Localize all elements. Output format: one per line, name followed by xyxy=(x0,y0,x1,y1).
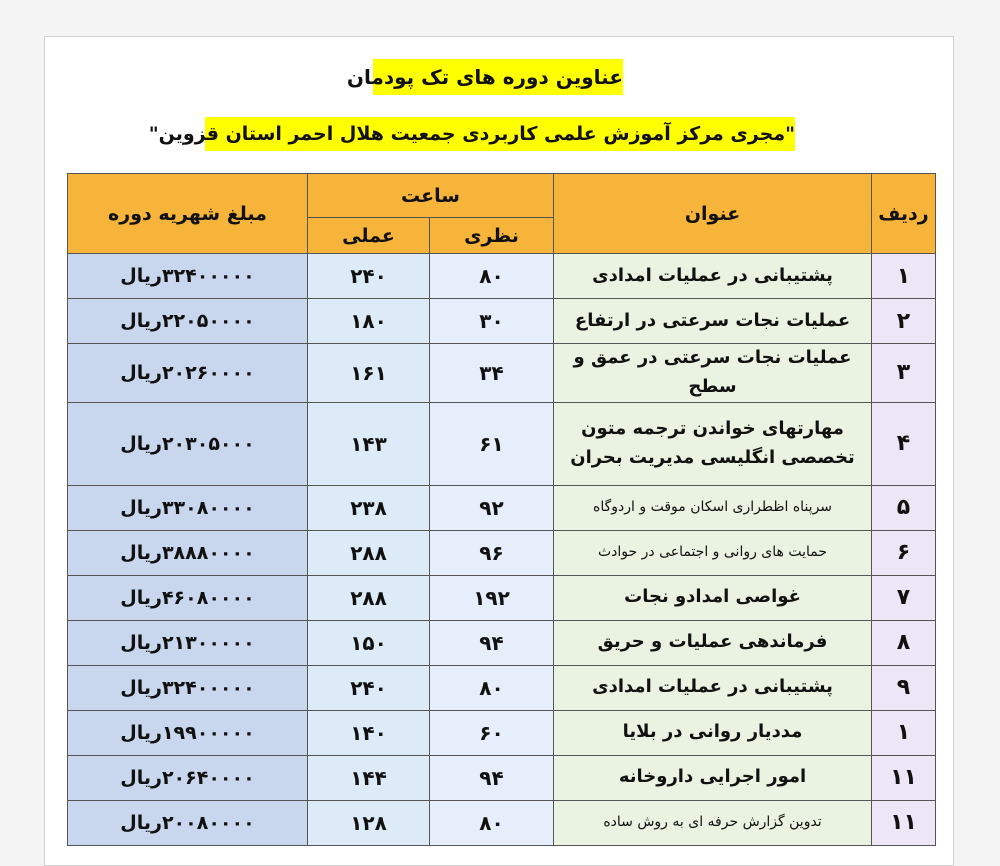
cell-radif: ۵ xyxy=(872,485,936,530)
table-row xyxy=(68,755,936,800)
cell-onvan: امور اجرایی داروخانه xyxy=(554,755,872,800)
table-row xyxy=(68,254,936,299)
table-row xyxy=(68,485,936,530)
header-saat: ساعت xyxy=(308,174,554,218)
cell-radif: ۳ xyxy=(872,344,936,403)
document-subtitle: "مجری مرکز آموزش علمی کاربردی جمعیت هلال احمر استان قزوین" xyxy=(205,117,795,151)
cell-onvan: پشتیبانی در عملیات امدادی xyxy=(554,665,872,710)
header-nazari: نظری xyxy=(430,218,554,254)
table-row xyxy=(68,402,936,485)
cell-onvan: مددیار روانی در بلایا xyxy=(554,710,872,755)
table-row xyxy=(68,530,936,575)
table-row xyxy=(68,710,936,755)
cell-onvan: عملیات نجات سرعتی در ارتفاع xyxy=(554,299,872,344)
cell-amali: ۱۶۱ xyxy=(308,344,430,403)
cell-nazari: ۸۰ xyxy=(430,665,554,710)
cell-nazari: ۹۴ xyxy=(430,620,554,665)
cell-radif: ۱ xyxy=(872,254,936,299)
cell-mablagh: ۲۱۳۰۰۰۰۰ریال xyxy=(68,620,308,665)
cell-mablagh: ۳۸۸۸۰۰۰۰ریال xyxy=(68,530,308,575)
cell-radif: ۶ xyxy=(872,530,936,575)
cell-amali: ۱۴۴ xyxy=(308,755,430,800)
document-title: عناوین دوره های تک پودمان xyxy=(373,59,623,95)
cell-amali: ۱۲۸ xyxy=(308,800,430,845)
header-radif: ردیف xyxy=(872,174,936,254)
cell-mablagh: ۲۲۰۵۰۰۰۰ریال xyxy=(68,299,308,344)
cell-nazari: ۶۰ xyxy=(430,710,554,755)
document-page xyxy=(44,36,954,866)
cell-amali: ۲۸۸ xyxy=(308,530,430,575)
cell-radif: ۱۱ xyxy=(872,755,936,800)
cell-mablagh: ۳۲۴۰۰۰۰۰ریال xyxy=(68,254,308,299)
cell-onvan: حمایت های روانی و اجتماعی در حوادث xyxy=(554,530,872,575)
cell-radif: ۹ xyxy=(872,665,936,710)
cell-mablagh: ۴۶۰۸۰۰۰۰ریال xyxy=(68,575,308,620)
cell-amali: ۲۳۸ xyxy=(308,485,430,530)
table-row xyxy=(68,800,936,845)
cell-radif: ۸ xyxy=(872,620,936,665)
cell-nazari: ۹۴ xyxy=(430,755,554,800)
cell-radif: ۷ xyxy=(872,575,936,620)
header-amali: عملی xyxy=(308,218,430,254)
cell-nazari: ۸۰ xyxy=(430,254,554,299)
cell-mablagh: ۲۰۶۴۰۰۰۰ریال xyxy=(68,755,308,800)
cell-onvan: پشتیبانی در عملیات امدادی xyxy=(554,254,872,299)
cell-nazari: ۹۶ xyxy=(430,530,554,575)
header-onvan: عنوان xyxy=(554,174,872,254)
cell-onvan: غواصی امدادو نجات xyxy=(554,575,872,620)
cell-amali: ۱۵۰ xyxy=(308,620,430,665)
cell-nazari: ۳۰ xyxy=(430,299,554,344)
cell-onvan: تدوین گزارش حرفه ای به روش ساده xyxy=(554,800,872,845)
cell-amali: ۱۴۳ xyxy=(308,402,430,485)
cell-onvan: مهارتهای خواندن ترجمه متون تخصصی انگلیسی مدیریت بحران xyxy=(554,402,872,485)
cell-radif: ۴ xyxy=(872,402,936,485)
cell-amali: ۲۴۰ xyxy=(308,254,430,299)
cell-mablagh: ۲۰۳۰۵۰۰۰ریال xyxy=(68,402,308,485)
cell-nazari: ۹۲ xyxy=(430,485,554,530)
cell-mablagh: ۳۲۴۰۰۰۰۰ریال xyxy=(68,665,308,710)
cell-amali: ۱۸۰ xyxy=(308,299,430,344)
cell-amali: ۱۴۰ xyxy=(308,710,430,755)
table-row xyxy=(68,575,936,620)
cell-onvan: عملیات نجات سرعتی در عمق و سطح xyxy=(554,344,872,403)
cell-onvan: فرماندهی عملیات و حریق xyxy=(554,620,872,665)
cell-nazari: ۳۴ xyxy=(430,344,554,403)
table-row xyxy=(68,665,936,710)
cell-radif: ۲ xyxy=(872,299,936,344)
cell-nazari: ۱۹۲ xyxy=(430,575,554,620)
cell-nazari: ۸۰ xyxy=(430,800,554,845)
cell-radif: ۱ xyxy=(872,710,936,755)
cell-mablagh: ۲۰۰۸۰۰۰۰ریال xyxy=(68,800,308,845)
cell-nazari: ۶۱ xyxy=(430,402,554,485)
cell-amali: ۲۸۸ xyxy=(308,575,430,620)
header-mablagh: مبلغ شهریه دوره xyxy=(68,174,308,254)
table-row xyxy=(68,344,936,403)
cell-mablagh: ۳۳۰۸۰۰۰۰ریال xyxy=(68,485,308,530)
courses-table xyxy=(67,173,936,846)
table-row xyxy=(68,620,936,665)
cell-mablagh: ۲۰۲۶۰۰۰۰ریال xyxy=(68,344,308,403)
cell-amali: ۲۴۰ xyxy=(308,665,430,710)
cell-radif: ۱۱ xyxy=(872,800,936,845)
table-row xyxy=(68,299,936,344)
cell-onvan: سرپناه اظطراری اسکان موقت و اردوگاه xyxy=(554,485,872,530)
cell-mablagh: ۱۹۹۰۰۰۰۰ریال xyxy=(68,710,308,755)
